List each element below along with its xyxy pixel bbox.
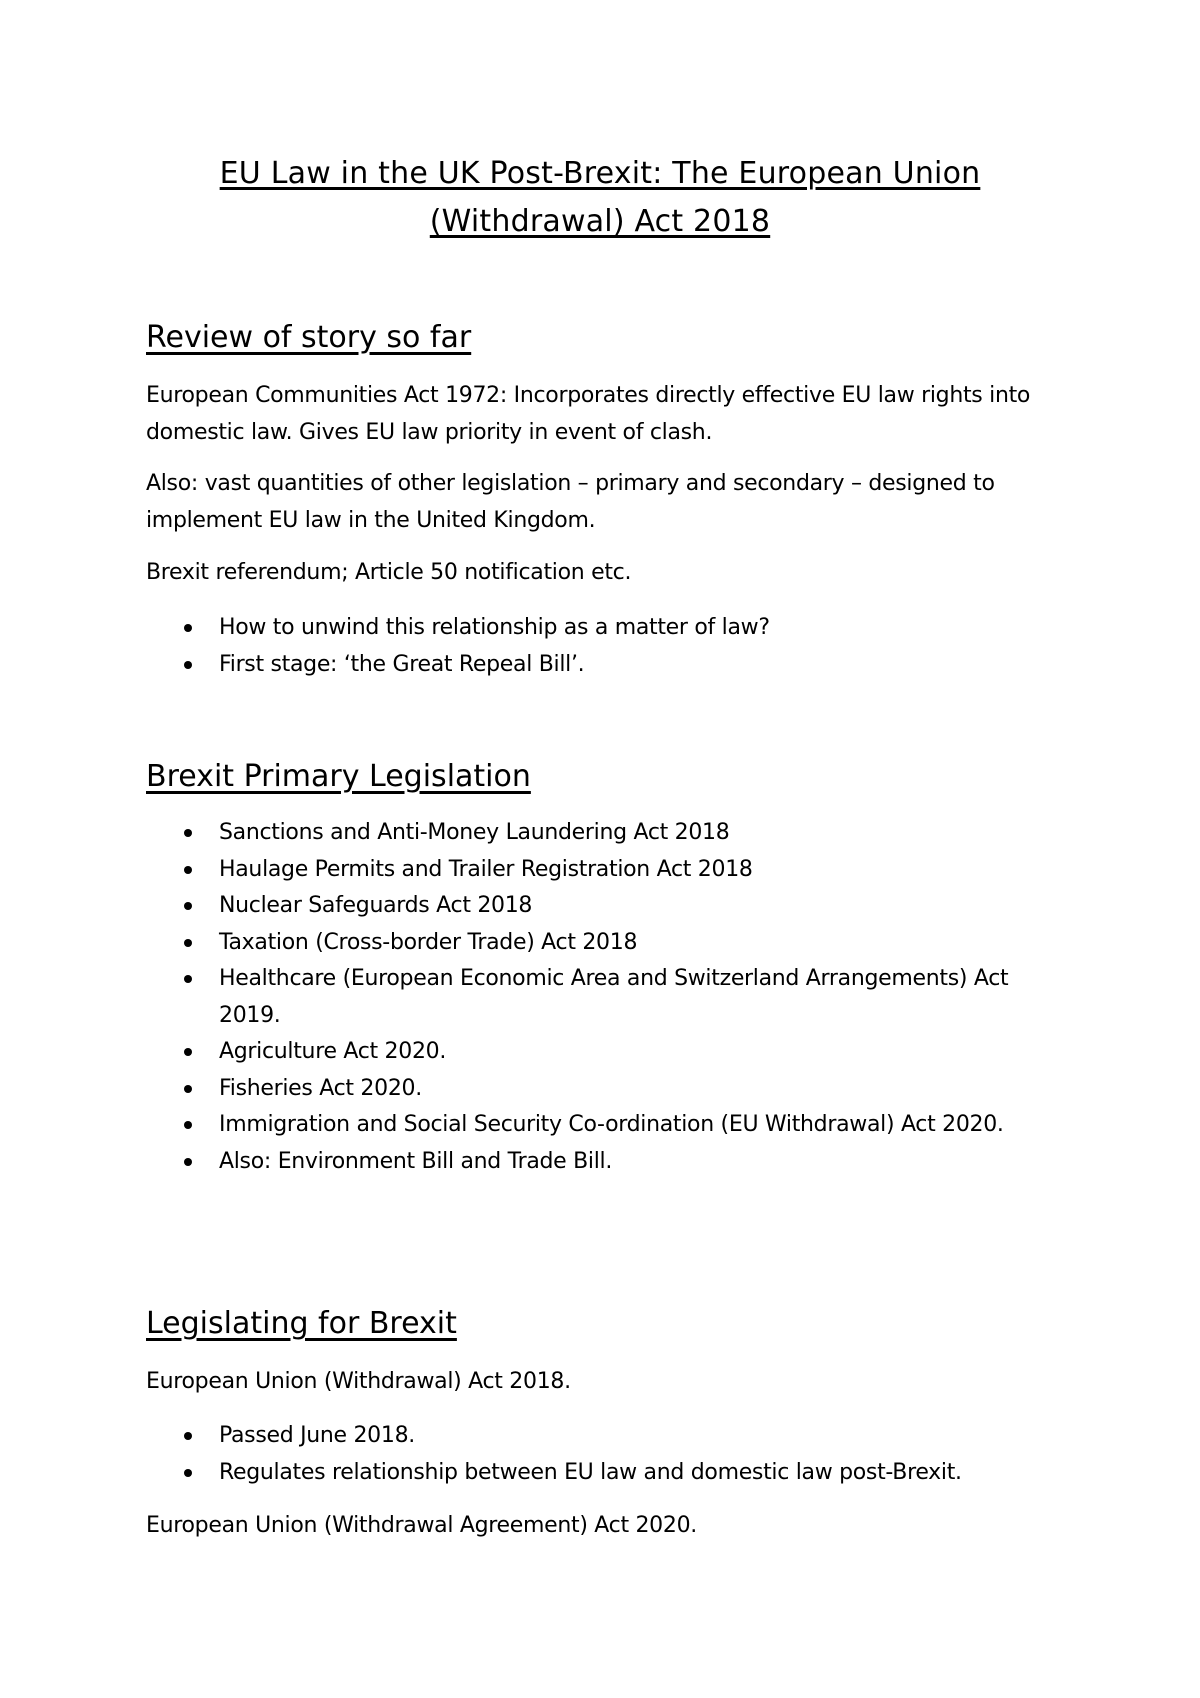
list-item-text: Nuclear Safeguards Act 2018 [219,893,533,918]
list-item [146,1418,1066,1455]
list-item [146,1144,1066,1181]
paragraph-withdrawal-act: European Union (Withdrawal) Act 2018. [146,1369,571,1394]
bullet-icon [184,1432,192,1440]
list-item [146,647,1066,684]
paragraph-brexit-referendum: Brexit referendum; Article 50 notification etc. [146,560,632,585]
list-item-text: Regulates relationship between EU law and domestic law post-Brexit. [219,1459,962,1485]
bullet-icon [184,902,192,910]
list-item-text: Haulage Permits and Trailer Registration Act 2018 [219,856,753,882]
list-item-text: Sanctions and Anti-Money Laundering Act 2018 [219,820,730,845]
bullet-icon [184,1469,192,1477]
paragraph-other-legislation: Also: vast quantities of other legislation – primary and secondary – designed to implement EU law in the United Kingdom. [146,471,995,533]
list-item-text: Also: Environment Bill and Trade Bill. [219,1148,613,1174]
list-item [146,1455,1066,1492]
list-item [146,1107,1066,1144]
bullet-icon [184,1121,192,1129]
review-bullet-list [146,610,1066,683]
list-item [146,852,1066,889]
list-item-text: Healthcare (European Economic Area and Switzerland Arrangements) Act 2019. [219,966,1009,1028]
section-heading-legislating: Legislating for Brexit [146,1306,457,1341]
list-item [146,1034,1066,1071]
legislating-bullet-list [146,1418,1066,1491]
list-item-text: How to unwind this relationship as a matter of law? [219,615,770,640]
list-item [146,888,1066,925]
list-item-text: Agriculture Act 2020. [219,1039,447,1064]
list-item [146,1071,1066,1108]
bullet-icon [184,1158,192,1166]
document-title-line-1: EU Law in the UK Post-Brexit: The European Union [219,156,981,191]
document-title [0,150,1200,246]
list-item [146,961,1066,1034]
section-heading-review: Review of story so far [146,320,472,355]
bullet-icon [184,624,192,632]
paragraph-withdrawal-agreement-act: European Union (Withdrawal Agreement) Act 2020. [146,1513,697,1538]
list-item [146,610,1066,647]
list-item-text: Immigration and Social Security Co-ordination (EU Withdrawal) Act 2020. [219,1112,1004,1137]
list-item [146,815,1066,852]
bullet-icon [184,1048,192,1056]
list-item-text: Fisheries Act 2020. [219,1075,422,1101]
list-item [146,925,1066,962]
bullet-icon [184,661,192,669]
paragraph-ec-act: European Communities Act 1972: Incorporates directly effective EU law rights into domestic law. Gives EU law priority in event of clash. [146,383,1031,445]
section-heading-primary-legislation: Brexit Primary Legislation [146,759,531,794]
list-item-text: Taxation (Cross-border Trade) Act 2018 [219,929,638,955]
document-title-line-2: (Withdrawal) Act 2018 [429,204,771,239]
bullet-icon [184,1085,192,1093]
primary-legislation-list [146,815,1066,1180]
list-item-text: First stage: ‘the Great Repeal Bill’. [219,651,585,677]
bullet-icon [184,939,192,947]
bullet-icon [184,975,192,983]
bullet-icon [184,829,192,837]
bullet-icon [184,866,192,874]
list-item-text: Passed June 2018. [219,1423,415,1448]
